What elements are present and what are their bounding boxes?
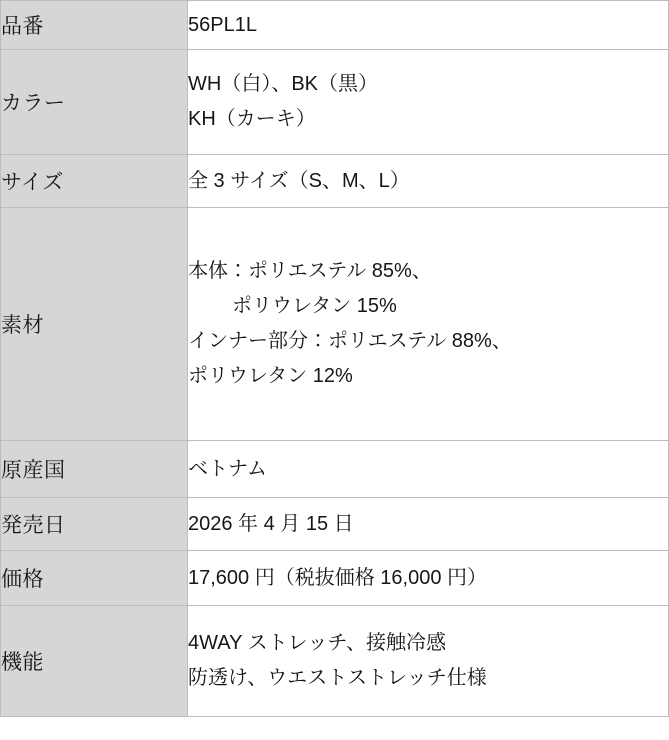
value-line: 全 3 サイズ（S、M、L） — [188, 170, 410, 192]
value-line: 防透け、ウエストストレッチ仕様 — [188, 667, 487, 689]
row-value-color — [188, 50, 669, 155]
row-value-size — [188, 155, 669, 208]
table-row — [1, 1, 669, 50]
value-line: 2026 年 4 月 15 日 — [188, 513, 354, 535]
table-row — [1, 441, 669, 498]
row-label-price: 価格 — [1, 551, 188, 606]
table-row — [1, 50, 669, 155]
row-value-hinban — [188, 1, 669, 50]
value-line: ベトナム — [188, 458, 267, 480]
table-row — [1, 155, 669, 208]
value-line: 56PL1L — [188, 14, 257, 36]
table-row — [1, 208, 669, 441]
row-label-origin: 原産国 — [1, 441, 188, 498]
row-label-hinban: 品番 — [1, 1, 188, 50]
row-label-material: 素材 — [1, 208, 188, 441]
row-label-size: サイズ — [1, 155, 188, 208]
value-line: ポリウレタン 12% — [188, 365, 353, 387]
table-row — [1, 606, 669, 717]
row-label-color: カラー — [1, 50, 188, 155]
row-label-release-date: 発売日 — [1, 498, 188, 551]
table-row — [1, 498, 669, 551]
value-line: WH（白）、BK（黒） — [188, 73, 378, 95]
value-line: ポリウレタン 15% — [232, 295, 397, 317]
value-line: 17,600 円（税抜価格 16,000 円） — [188, 567, 488, 589]
row-value-material — [188, 208, 669, 441]
row-label-function: 機能 — [1, 606, 188, 717]
value-line: インナー部分：ポリエステル 88%、 — [188, 330, 512, 352]
row-value-origin — [188, 441, 669, 498]
row-value-price — [188, 551, 669, 606]
value-line: 4WAY ストレッチ、接触冷感 — [188, 632, 447, 654]
table-row — [1, 551, 669, 606]
value-line: 本体：ポリエステル 85%、 — [188, 260, 432, 282]
row-value-function — [188, 606, 669, 717]
row-value-release-date — [188, 498, 669, 551]
value-line: KH（カーキ） — [188, 108, 316, 130]
